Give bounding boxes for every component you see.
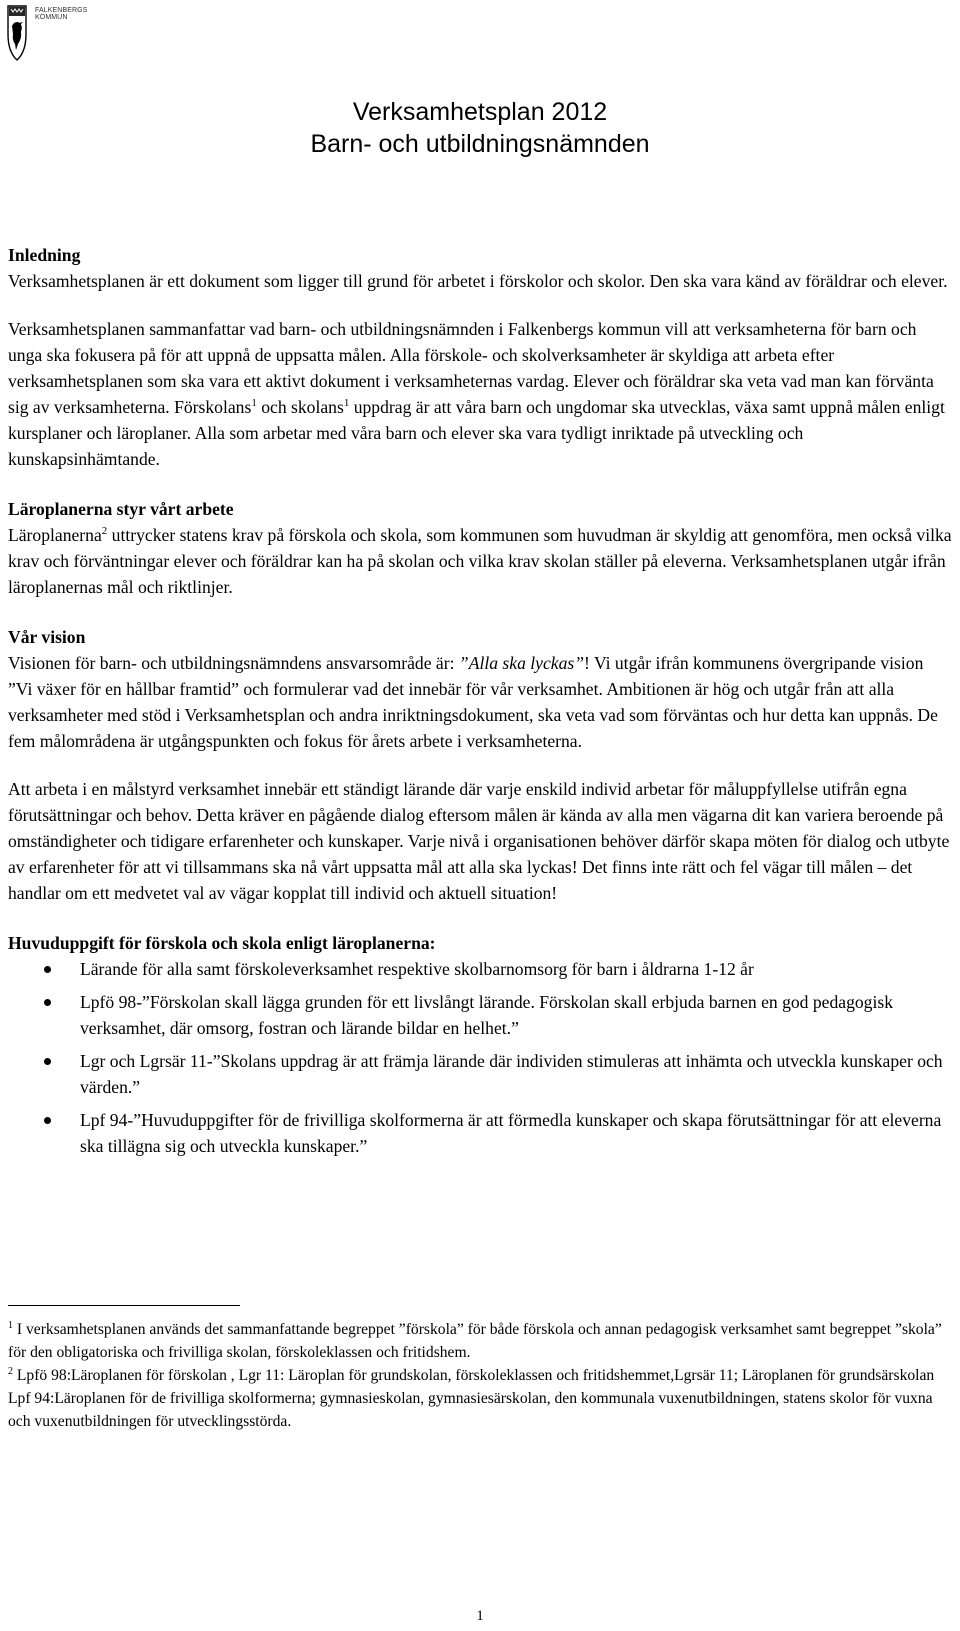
footnotes <box>8 1318 948 1433</box>
text-run: ! Vi utgår ifrån kommunens övergripande vision ”Vi växer för en hållbar framtid” och formulerar vad det innebär för vår verksamhet. Ambitionen är hög och utgår från att alla verksamheter med stöd i Verksamhetsplan och andra inriktningsdokument, ska veta vad som förväntas och hur detta kan uppnås. De fem målområdena är utgångspunkten och fokus för årets arbete i verksamheterna. <box>8 653 938 751</box>
list-item-text: Lpfö 98-”Förskolan skall lägga grunden för ett livslångt lärande. Förskolan skall erbjuda barnen en god pedagogisk verksamhet, där omsorg, fostran och lärande bildar en helhet.” <box>80 992 894 1038</box>
document-title <box>0 96 960 160</box>
heading-laroplanerna: Läroplanerna styr vårt arbete <box>8 499 234 519</box>
footnote-2 <box>8 1364 948 1433</box>
footnote-ref-1b: 1 <box>343 397 350 410</box>
heading-inledning: Inledning <box>8 245 81 265</box>
bullet-icon <box>44 1058 51 1065</box>
municipality-logo <box>6 4 118 64</box>
logo-text: FALKENBERGS KOMMUN <box>35 7 88 21</box>
list-item-text: Lgr och Lgrsär 11-”Skolans uppdrag är att främja lärande där individen stimuleras att inhämta och utveckla kunskaper och värden.” <box>80 1051 943 1097</box>
footnote-text: I verksamhetsplanen används det sammanfattande begreppet ”förskola” för både förskola och annan pedagogisk verksamhet samt begreppet ”skola” för den obligatoriska och frivilliga skolan, förskoleklassen och fritidshem. <box>8 1321 942 1361</box>
list-item-text: Lpf 94-”Huvuduppgifter för de frivilliga skolformerna är att förmedla kunskaper och skapa förutsättningar för att eleverna ska tillägna sig och utveckla kunskaper.” <box>80 1110 942 1156</box>
footnote-text: Lpfö 98:Läroplanen för förskolan , Lgr 11: Läroplan för grundskolan, förskoleklassen och fritidshemmet,Lgrsär 11; Läroplanen för grundsärskolan Lpf 94:Läroplanen för de frivilliga skolformerna; gymnasieskolan, gymnasiesärskolan, den kommunala vuxenutbildningen, statens skolor för vuxna och vuxenutbildningen för utvecklingsstörda. <box>8 1367 935 1430</box>
text-run: Verksamhetsplanen sammanfattar vad barn- och utbildningsnämnden i Falkenbergs kommun vill att verksamheterna för barn och unga ska fokusera på för att uppnå de uppsatta målen. Alla förskole- och skolverksamheter är skyldiga att arbeta efter verksamhetsplanen som ska vara ett aktivt dokument i verksamheternas vardag. Elever och föräldrar ska veta vad man kan förvänta sig av verksamheterna. Förskolans <box>8 319 934 417</box>
list-item <box>8 956 952 982</box>
footnote-ref-2: 2 <box>101 525 108 538</box>
bullet-icon <box>44 1117 51 1124</box>
paragraph-vision-2: Att arbeta i en målstyrd verksamhet innebär ett ständigt lärande där varje enskild individ arbetar för måluppfyllelse utifrån egna förutsättningar och behov. Detta kräver en pågående dialog eftersom målen är kända av alla men vägarna dit kan variera beroende på omständigheter och tidigare erfarenheter och kunskaper. Varje nivå i organisationen behöver därför skapa möten för dialog och utbyte av erfarenheter för att vi tillsammans ska nå vårt uppsatta mål att alla ska lyckas! Det finns inte rätt och fel vägar till målen – det handlar om ett medvetet val av vägar kopplat till individ och aktuell situation! <box>8 779 950 903</box>
document-body <box>8 242 952 1166</box>
footnote-ref-1: 1 <box>251 397 257 410</box>
list-item <box>8 1048 952 1100</box>
list-item-text: Lärande för alla samt förskoleverksamhet respektive skolbarnomsorg för barn i åldrarna 1-12 år <box>80 959 754 979</box>
paragraph-inledning-2 <box>8 316 952 472</box>
text-run: och skolans <box>256 397 344 417</box>
text-run: uttrycker statens krav på förskola och skola, som kommunen som huvudman är skyldig att genomföra, men också vilka krav och förväntningar elever och föräldrar kan ha på skolan och vilka krav skolan ställer på eleverna. Verksamhetsplanen utgår ifrån läroplanernas mål och riktlinjer. <box>8 525 952 597</box>
text-run: Visionen för barn- och utbildningsnämndens ansvarsområde är: <box>8 653 459 673</box>
footnote-number: 1 <box>8 1319 13 1331</box>
list-item <box>8 989 952 1041</box>
footnote-divider <box>8 1305 240 1306</box>
bullet-icon <box>44 999 51 1006</box>
paragraph-inledning-1: Verksamhetsplanen är ett dokument som ligger till grund för arbetet i förskolor och skolor. Den ska vara känd av föräldrar och elever. <box>8 271 948 291</box>
heading-huvuduppgift: Huvuduppgift för förskola och skola enligt läroplanerna: <box>8 933 436 953</box>
page-number: 1 <box>476 1608 484 1624</box>
heading-vision: Vår vision <box>8 627 86 647</box>
paragraph-laroplanerna <box>8 522 952 600</box>
vision-quote: ”Alla ska lyckas” <box>458 653 585 673</box>
text-run: Läroplanerna <box>8 525 102 545</box>
title-line-1: Verksamhetsplan 2012 <box>352 98 608 126</box>
title-line-2: Barn- och utbildningsnämnden <box>310 130 650 158</box>
footnote-number: 2 <box>8 1365 13 1377</box>
paragraph-vision-1 <box>8 650 952 754</box>
text-run: uppdrag är att våra barn och ungdomar ska utvecklas, växa samt uppnå målen enligt kursplaner och läroplaner. Alla som arbetar med våra barn och elever ska vara tydligt inriktade på utveckling och kunskapsinhämtande. <box>8 397 945 469</box>
list-item <box>8 1107 952 1159</box>
bullet-list <box>8 956 952 1159</box>
footnote-1 <box>8 1318 948 1364</box>
bullet-icon <box>44 966 51 973</box>
